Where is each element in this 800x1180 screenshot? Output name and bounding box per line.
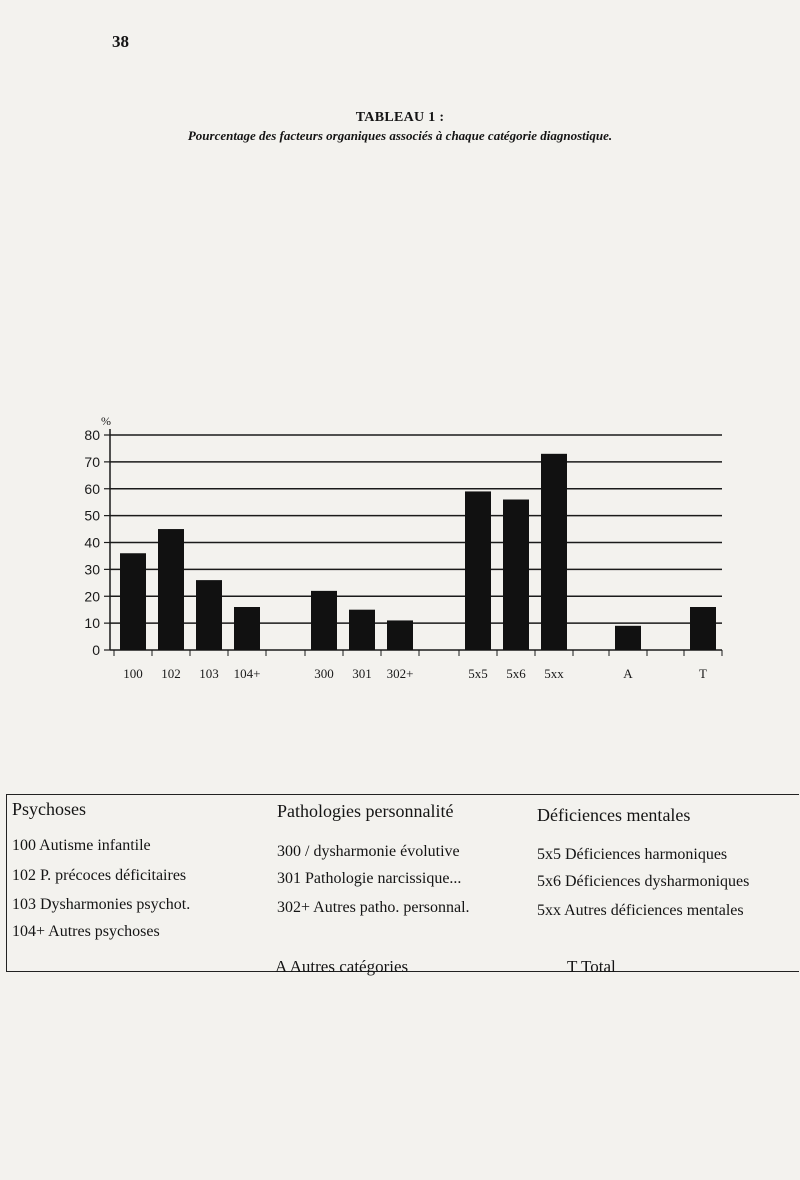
x-tick-label: 5x6: [506, 666, 526, 681]
legend-item-total: T Total: [567, 957, 616, 976]
x-tick-label: T: [699, 666, 707, 681]
x-tick-label: A: [623, 666, 633, 681]
x-tick-label: 302+: [386, 666, 414, 681]
page-number: 38: [112, 32, 129, 51]
x-tick-label: 104+: [233, 666, 261, 681]
bar: [615, 626, 641, 650]
y-tick-label: 60: [84, 480, 100, 497]
x-tick-label: 102: [161, 666, 181, 681]
y-tick-label: 70: [84, 453, 100, 470]
bar: [387, 620, 413, 650]
legend-table: [6, 794, 799, 976]
bar: [503, 500, 529, 651]
bar: [465, 491, 491, 650]
legend-item-psychoses: 102 P. précoces déficitaires: [12, 867, 187, 884]
x-tick-label: 100: [123, 666, 143, 681]
table-subtitle: Pourcentage des facteurs organiques associés à chaque catégorie diagnostique.: [187, 128, 613, 143]
bar: [158, 529, 184, 650]
bar: [196, 580, 222, 650]
legend-item-deficiences: 5x5 Déficiences harmoniques: [537, 846, 728, 863]
y-tick-label: 40: [84, 534, 100, 551]
bar: [120, 553, 146, 650]
legend-item-deficiences: 5x6 Déficiences dysharmoniques: [537, 873, 750, 890]
bar: [234, 607, 260, 650]
x-tick-label: 103: [199, 666, 219, 681]
legend-item-autres: A Autres catégories: [275, 957, 409, 976]
y-tick-label: 0: [92, 642, 100, 658]
x-tick-label: 5xx: [544, 666, 564, 681]
legend-header-deficiences: Déficiences mentales: [537, 805, 691, 825]
legend-item-pathologies: 302+ Autres patho. personnal.: [277, 899, 470, 916]
bar: [311, 591, 337, 650]
legend-item-psychoses: 103 Dysharmonies psychot.: [12, 896, 191, 913]
x-tick-label: 301: [352, 666, 372, 681]
legend-item-pathologies: 301 Pathologie narcissique...: [277, 870, 462, 887]
bar: [541, 454, 567, 650]
table-title: TABLEAU 1 :: [355, 110, 445, 125]
bar: [690, 607, 716, 650]
y-axis-unit: %: [101, 414, 111, 428]
y-tick-label: 80: [84, 427, 100, 443]
y-tick-label: 20: [84, 588, 100, 605]
legend-item-psychoses: 100 Autisme infantile: [12, 837, 151, 854]
y-tick-label: 10: [84, 615, 100, 632]
x-tick-label: 300: [314, 666, 334, 681]
legend-item-psychoses: 104+ Autres psychoses: [12, 923, 160, 940]
legend-header-psychoses: Psychoses: [12, 799, 87, 819]
legend-header-pathologies: Pathologies personnalité: [277, 801, 454, 821]
y-tick-label: 50: [84, 507, 100, 524]
legend-item-pathologies: 300 / dysharmonie évolutive: [277, 843, 460, 860]
legend-item-deficiences: 5xx Autres déficiences mentales: [537, 902, 744, 919]
y-tick-label: 30: [84, 561, 100, 578]
x-tick-label: 5x5: [468, 666, 488, 681]
bar: [349, 610, 375, 650]
